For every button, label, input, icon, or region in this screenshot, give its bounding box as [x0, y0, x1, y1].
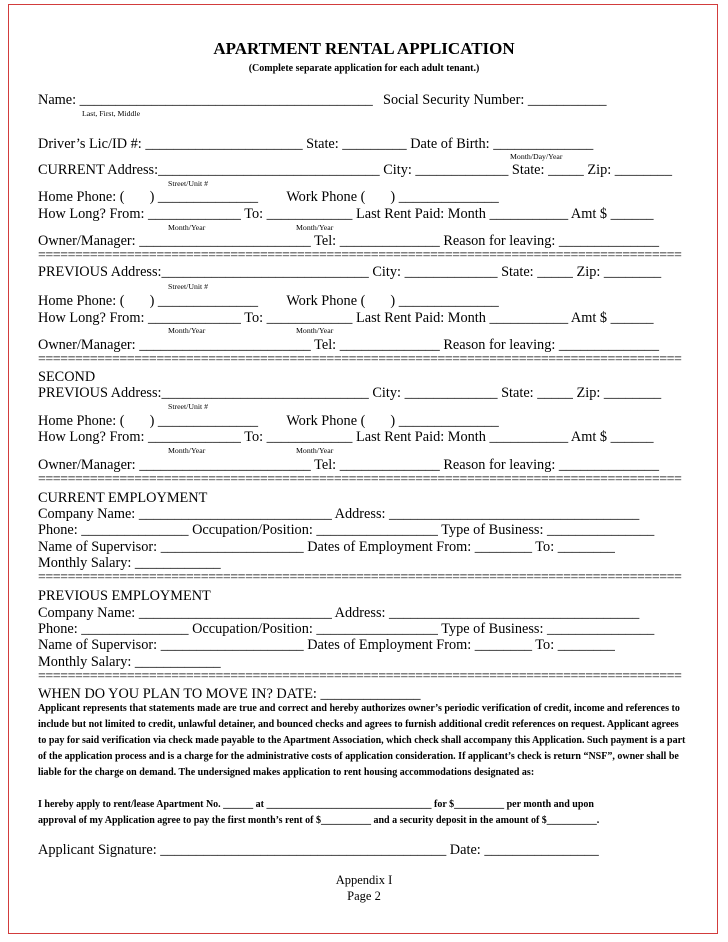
move-in-date-line[interactable]: WHEN DO YOU PLAN TO MOVE IN? DATE: ______________	[38, 686, 421, 702]
previous-to-hint: Month/Year	[296, 326, 334, 335]
separator: =======================================================================================	[38, 472, 682, 487]
representation-paragraph: Applicant represents that statements made are true and correct and hereby authorizes owner’s periodic verification of credit, income and references to include but not limited to credit, unlawful detainer, and bounced checks and agrees to furnish additional credit references on request. Applicant agrees to pay for said verification via check made payable to the Apartment Association, which check shall accompany this Application. Such payment is a part of the application process and is a charge for the administrative costs of application consideration. If applicant’s check is return “NSF”, owner shall be liable for the charge on demand. The undersigned makes application to rent housing accommodations designated as:	[38, 703, 686, 778]
separator: =======================================================================================	[38, 352, 682, 367]
appendix-label: Appendix I	[335, 873, 393, 887]
second-previous-from-hint: Month/Year	[168, 446, 206, 455]
previous-owner-line[interactable]: Owner/Manager: ________________________ Tel: ______________ Reason for leaving: ______________	[38, 337, 659, 353]
page-number: Page 2	[347, 889, 381, 903]
current-from-hint: Month/Year	[168, 223, 206, 232]
previous-phone-line[interactable]: Home Phone: ( ) ______________ Work Phone ( ) ______________	[38, 293, 499, 309]
apply-line-1[interactable]: I hereby apply to rent/lease Apartment No. ______ at _________________________________ for $__________ per month and upon	[38, 799, 594, 810]
previous-supervisor-line[interactable]: Name of Supervisor: ____________________ Dates of Employment From: ________ To: ________	[38, 637, 615, 653]
current-address-hint: Street/Unit #	[168, 179, 209, 188]
current-employer-phone-line[interactable]: Phone: _______________ Occupation/Position: _________________ Type of Business: _______________	[38, 522, 655, 538]
previous-address-line[interactable]: PREVIOUS Address:_____________________________ City: _____________ State: _____ Zip: ________	[38, 264, 662, 280]
name-field[interactable]: Name: _________________________________________	[38, 92, 373, 108]
drivers-license-line[interactable]: Driver’s Lic/ID #: ______________________ State: _________ Date of Birth: ______________	[38, 136, 594, 152]
current-address-line[interactable]: CURRENT Address:_______________________________ City: _____________ State: _____ Zip: ________	[38, 162, 672, 178]
second-previous-owner-line[interactable]: Owner/Manager: ________________________ Tel: ______________ Reason for leaving: ______________	[38, 457, 659, 473]
current-how-long-line[interactable]: How Long? From: _____________ To: ____________ Last Rent Paid: Month ___________ Amt $ ______	[38, 206, 654, 222]
previous-from-hint: Month/Year	[168, 326, 206, 335]
dob-hint: Month/Day/Year	[510, 152, 563, 161]
form-title: APARTMENT RENTAL APPLICATION	[213, 39, 515, 58]
separator: =======================================================================================	[38, 570, 682, 585]
second-previous-how-long-line[interactable]: How Long? From: _____________ To: ____________ Last Rent Paid: Month ___________ Amt $ ______	[38, 429, 654, 445]
second-previous-address-line[interactable]: PREVIOUS Address:_____________________________ City: _____________ State: _____ Zip: ________	[38, 385, 662, 401]
previous-how-long-line[interactable]: How Long? From: _____________ To: ____________ Last Rent Paid: Month ___________ Amt $ ______	[38, 310, 654, 326]
separator: =======================================================================================	[38, 248, 682, 263]
second-heading: SECOND	[38, 369, 96, 385]
second-previous-to-hint: Month/Year	[296, 446, 334, 455]
second-previous-phone-line[interactable]: Home Phone: ( ) ______________ Work Phone ( ) ______________	[38, 413, 499, 429]
signature-line[interactable]: Applicant Signature: ________________________________________ Date: ________________	[38, 842, 599, 858]
current-salary-line[interactable]: Monthly Salary: ____________	[38, 555, 221, 571]
name-field-hint: Last, First, Middle	[82, 109, 141, 118]
previous-company-line[interactable]: Company Name: ___________________________ Address: ___________________________________	[38, 605, 640, 621]
apply-line-2[interactable]: approval of my Application agree to pay the first month’s rent of $__________ and a security deposit in the amount of $__________.	[38, 815, 600, 826]
previous-salary-line[interactable]: Monthly Salary: ____________	[38, 654, 221, 670]
current-to-hint: Month/Year	[296, 223, 334, 232]
ssn-field[interactable]: Social Security Number: ___________	[383, 92, 607, 108]
current-employment-heading: CURRENT EMPLOYMENT	[38, 490, 208, 506]
form-subtitle: (Complete separate application for each adult tenant.)	[248, 63, 480, 74]
previous-address-hint: Street/Unit #	[168, 282, 209, 291]
current-phone-line[interactable]: Home Phone: ( ) ______________ Work Phone ( ) ______________	[38, 189, 499, 205]
separator: =======================================================================================	[38, 669, 682, 684]
previous-employer-phone-line[interactable]: Phone: _______________ Occupation/Position: _________________ Type of Business: _______________	[38, 621, 655, 637]
second-previous-address-hint: Street/Unit #	[168, 402, 209, 411]
previous-employment-heading: PREVIOUS EMPLOYMENT	[38, 588, 211, 604]
current-supervisor-line[interactable]: Name of Supervisor: ____________________ Dates of Employment From: ________ To: ________	[38, 539, 615, 555]
current-owner-line[interactable]: Owner/Manager: ________________________ Tel: ______________ Reason for leaving: ______________	[38, 233, 659, 249]
current-company-line[interactable]: Company Name: ___________________________ Address: ___________________________________	[38, 506, 640, 522]
